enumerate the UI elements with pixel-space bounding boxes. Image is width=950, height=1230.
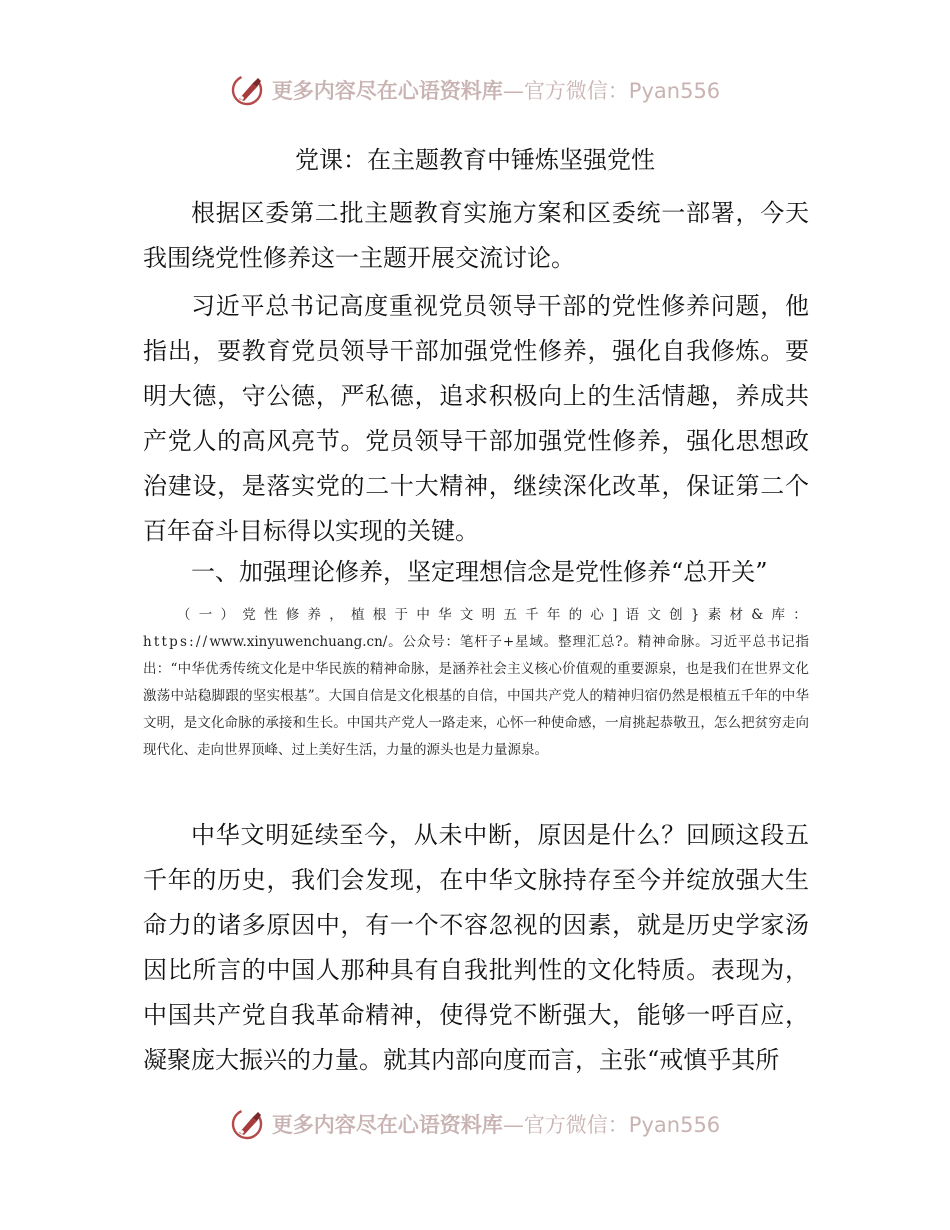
banner-text xyxy=(272,75,720,105)
footer-watermark-banner xyxy=(0,1102,950,1146)
banner-wechat-text: —官方微信：Pyan556 xyxy=(502,1113,721,1137)
small-print-lead: （一）党性修养，植根于中华文明五千年的心]语文创}素材&库：https:// xyxy=(143,607,809,650)
small-print-body: www.xinyuwenchuang.cn/。公众号：笔杆子+星域。整理汇总?。精神命脉。习近平总书记指出：“中华优秀传统文化是中华民族的精神命脉，是涵养社会主义核心价值观的重要源泉，也是我们在世界文化激荡中站稳脚跟的坚实根基”。大国自信是文化根基的自信，中国共产党人的精神归宿仍然是根植五千年的中华文明，是文化命脉的承接和生长。中国共产党人一路走来，心怀一种使命感，一肩挑起恭敬丑，怎么把贫穷走向现代化、走向世界顶峰、过上美好生活，力量的源头也是力量源泉。 xyxy=(143,634,809,758)
section-heading-1: 一、加强理论修养，坚定理想信念是党性修养“总开关” xyxy=(191,558,768,586)
banner-text xyxy=(272,1109,720,1139)
header-watermark-banner xyxy=(0,68,950,112)
paragraph-intro: 根据区委第二批主题教育实施方案和区委统一部署，今天我围绕党性修养这一主题开展交流讨论。 xyxy=(143,199,809,272)
banner-bold-text: 更多内容尽在心语资料库 xyxy=(271,1113,503,1137)
pen-nib-logo-icon xyxy=(230,1106,266,1142)
banner-wechat-text: —官方微信：Pyan556 xyxy=(502,79,721,103)
paragraph-xi-quote: 习近平总书记高度重视党员领导干部的党性修养问题，他指出，要教育党员领导干部加强党性修养，强化自我修炼。要明大德，守公德，严私德，追求积极向上的生活情趣，养成共产党人的高风亮节。党员领导干部加强党性修养，强化思想政治建设，是落实党的二十大精神，继续深化改革，保证第二个百年奋斗目标得以实现的关键。 xyxy=(143,292,809,545)
document-title: 党课：在主题教育中锤炼坚强党性 xyxy=(295,146,655,174)
pen-nib-logo-icon xyxy=(230,72,266,108)
paragraph-civilization: 中华文明延续至今，从未中断，原因是什么？回顾这段五千年的历史，我们会发现，在中华文脉持存至今并绽放强大生命力的诸多原因中，有一个不容忽视的因素，就是历史学家汤因比所言的中国人那种具有自我批判性的文化特质。表现为，中国共产党自我革命精神，使得党不断强大，能够一呼百应，凝聚庞大振兴的力量。就其内部向度而言，主张“戒慎乎其所 xyxy=(143,821,809,1074)
small-print-paragraph xyxy=(143,602,809,764)
banner-bold-text: 更多内容尽在心语资料库 xyxy=(271,79,503,103)
